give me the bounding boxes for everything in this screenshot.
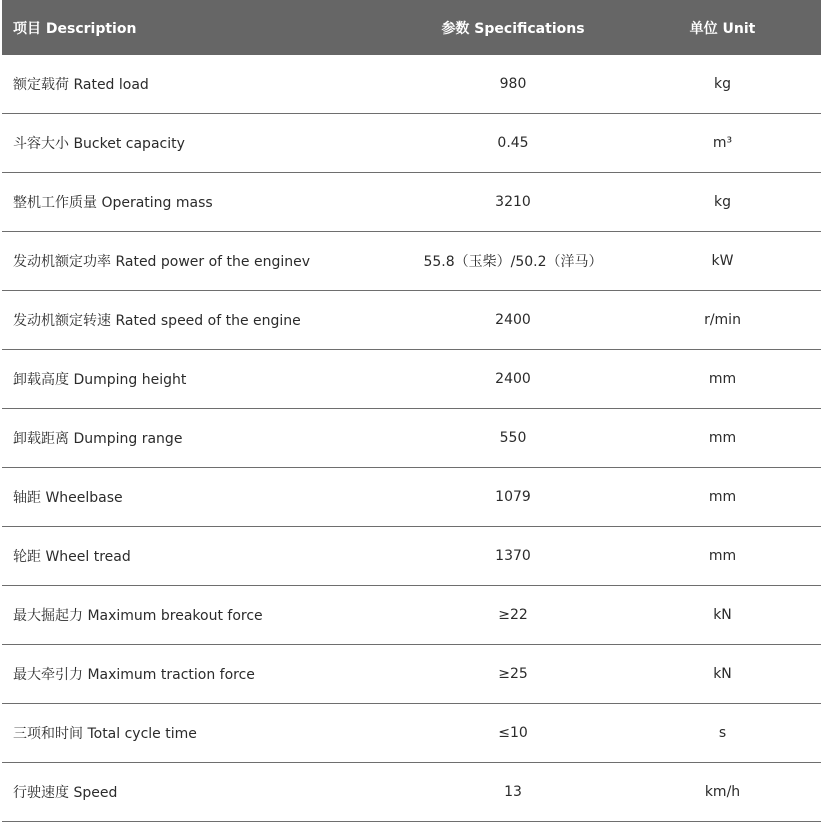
row-unit: kN <box>713 607 732 623</box>
row-value: 2400 <box>495 312 531 328</box>
table-row <box>2 763 821 822</box>
table-row <box>2 350 821 409</box>
row-value: ≤10 <box>498 725 528 741</box>
table-row <box>2 527 821 586</box>
row-description: 发动机额定功率 Rated power of the enginev <box>13 254 311 270</box>
table-row <box>2 409 821 468</box>
table-row <box>2 586 821 645</box>
table-row <box>2 291 821 350</box>
row-description: 三项和时间 Total cycle time <box>13 726 197 742</box>
row-unit: r/min <box>704 312 741 328</box>
table-row <box>2 55 821 114</box>
row-unit: km/h <box>704 784 741 800</box>
row-description: 额定载荷 Rated load <box>13 77 149 93</box>
row-unit: kN <box>713 666 732 682</box>
row-unit: mm <box>708 430 737 446</box>
row-unit: mm <box>708 371 737 387</box>
header-description: 项目 Description <box>13 20 137 37</box>
row-description: 发动机额定转速 Rated speed of the engine <box>13 313 301 329</box>
row-value: 550 <box>499 430 527 446</box>
row-description: 整机工作质量 Operating mass <box>13 195 213 211</box>
row-unit: mm <box>708 489 737 505</box>
row-value: 0.45 <box>497 135 529 151</box>
table-row <box>2 232 821 291</box>
table-row <box>2 173 821 232</box>
table-row <box>2 704 821 763</box>
row-description: 行驶速度 Speed <box>13 785 118 801</box>
row-value: 55.8（玉柴）/50.2（洋马） <box>423 254 603 270</box>
table-row <box>2 114 821 173</box>
table-row <box>2 645 821 704</box>
header-unit: 单位 Unit <box>689 20 756 37</box>
row-description: 最大牵引力 Maximum traction force <box>13 667 255 683</box>
row-unit: mm <box>708 548 737 564</box>
row-description: 轮距 Wheel tread <box>13 549 131 565</box>
table-header <box>2 0 821 55</box>
row-unit: s <box>718 725 727 741</box>
row-value: 980 <box>499 76 527 92</box>
row-value: ≥25 <box>498 666 528 682</box>
row-value: ≥22 <box>498 607 528 623</box>
header-specifications: 参数 Specifications <box>441 20 585 37</box>
row-unit: kg <box>714 194 731 210</box>
spec-table <box>2 0 821 822</box>
row-unit: kg <box>714 76 731 92</box>
row-value: 3210 <box>495 194 531 210</box>
row-description: 最大掘起力 Maximum breakout force <box>13 608 263 624</box>
row-description: 卸载高度 Dumping height <box>13 372 187 388</box>
table-row <box>2 468 821 527</box>
row-value: 1079 <box>495 489 531 505</box>
row-unit: m³ <box>712 135 733 151</box>
row-description: 轴距 Wheelbase <box>13 490 123 506</box>
row-value: 2400 <box>495 371 531 387</box>
row-value: 13 <box>504 784 522 800</box>
row-description: 斗容大小 Bucket capacity <box>13 136 185 152</box>
row-value: 1370 <box>495 548 531 564</box>
row-unit: kW <box>711 253 734 269</box>
row-description: 卸载距离 Dumping range <box>13 431 183 447</box>
